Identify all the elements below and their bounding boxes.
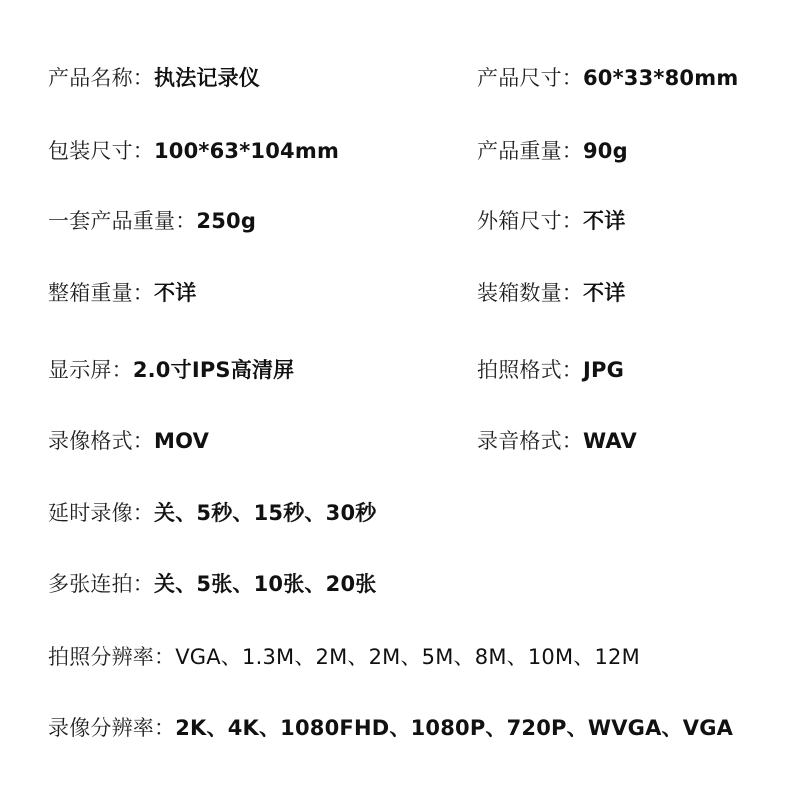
spec-label: 拍照分辨率：: [48, 645, 176, 669]
spec-label: 一套产品重量：: [48, 209, 197, 233]
spec-set-weight: [48, 201, 256, 241]
spec-audio-format: [477, 421, 637, 461]
spec-value: 不详: [154, 281, 197, 305]
spec-label: 包装尺寸：: [48, 139, 154, 163]
spec-value: MOV: [154, 429, 210, 453]
spec-label: 录音格式：: [477, 429, 583, 453]
spec-label: 录像格式：: [48, 429, 154, 453]
spec-label: 产品尺寸：: [477, 66, 583, 90]
spec-row-9: [0, 637, 790, 677]
spec-row-1: [0, 58, 790, 98]
spec-value: 不详: [583, 209, 626, 233]
spec-row-2: [0, 131, 790, 171]
spec-value: 60*33*80mm: [583, 66, 739, 90]
spec-product-size: [477, 58, 738, 98]
spec-value: 关、5张、10张、20张: [154, 572, 377, 596]
spec-display: [48, 350, 294, 390]
spec-value: 90g: [583, 139, 628, 163]
spec-carton-size: [477, 201, 625, 241]
spec-value: 250g: [196, 209, 257, 233]
spec-product-weight: [477, 131, 628, 171]
spec-video-format: [48, 421, 209, 461]
spec-label: 外箱尺寸：: [477, 209, 583, 233]
spec-label: 整箱重量：: [48, 281, 154, 305]
spec-row-3: [0, 201, 790, 241]
spec-value: 执法记录仪: [154, 66, 260, 90]
spec-label: 录像分辨率：: [48, 716, 176, 740]
spec-carton-weight: [48, 273, 196, 313]
spec-row-8: [0, 564, 790, 604]
spec-photo-format: [477, 350, 624, 390]
spec-video-resolution: [48, 708, 733, 748]
spec-label: 产品名称：: [48, 66, 154, 90]
spec-label: 多张连拍：: [48, 572, 154, 596]
spec-value: VGA、1.3M、2M、2M、5M、8M、10M、12M: [175, 645, 640, 669]
spec-label: 显示屏：: [48, 358, 133, 382]
spec-label: 装箱数量：: [477, 281, 583, 305]
spec-package-size: [48, 131, 339, 171]
spec-row-7: [0, 493, 790, 533]
spec-value: 100*63*104mm: [154, 139, 340, 163]
spec-row-10: [0, 708, 790, 748]
spec-timelapse: [48, 493, 376, 533]
spec-label: 拍照格式：: [477, 358, 583, 382]
spec-label: 延时录像：: [48, 501, 154, 525]
spec-label: 产品重量：: [477, 139, 583, 163]
spec-value: 不详: [583, 281, 626, 305]
spec-value: 关、5秒、15秒、30秒: [154, 501, 377, 525]
spec-value: WAV: [583, 429, 637, 453]
spec-value: 2.0寸IPS高清屏: [132, 358, 295, 382]
spec-carton-quantity: [477, 273, 625, 313]
spec-row-5: [0, 350, 790, 390]
spec-row-4: [0, 273, 790, 313]
spec-photo-resolution: [48, 637, 640, 677]
spec-value: 2K、4K、1080FHD、1080P、720P、WVGA、VGA: [175, 716, 734, 740]
spec-burst-shot: [48, 564, 376, 604]
spec-row-6: [0, 421, 790, 461]
spec-product-name: [48, 58, 260, 98]
spec-value: JPG: [583, 358, 625, 382]
